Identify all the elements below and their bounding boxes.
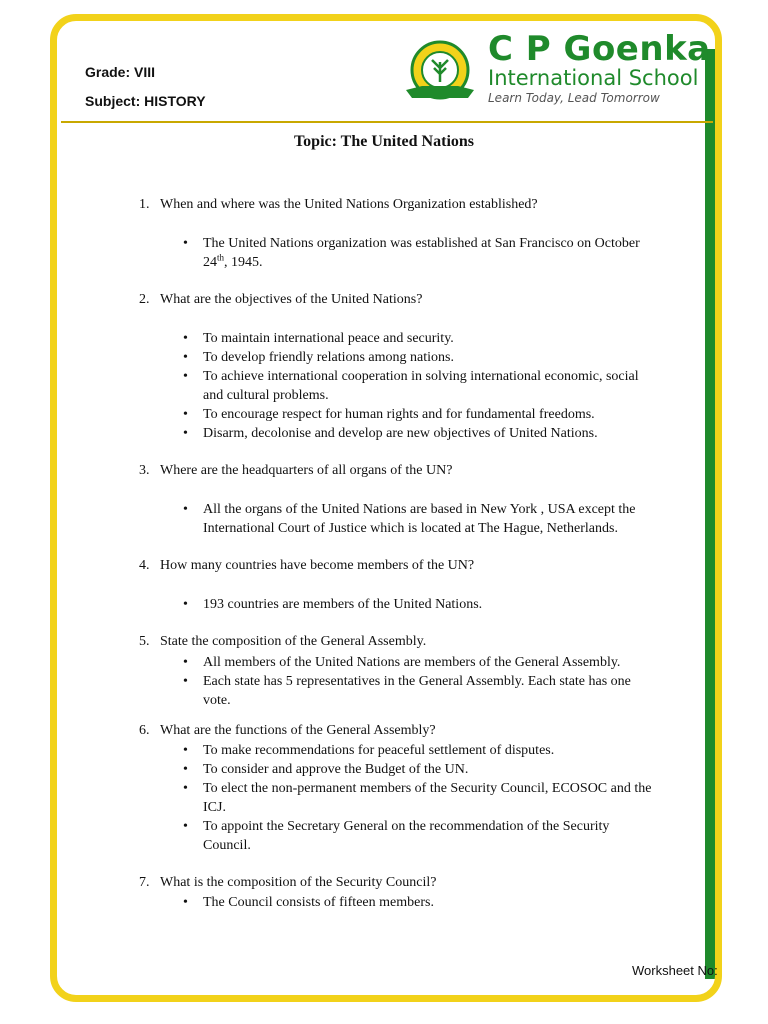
answer-list-1	[139, 234, 659, 272]
question-1: 1. When and where was the United Nations Organization established?	[139, 197, 538, 212]
green-stripe	[705, 49, 715, 979]
school-brand	[488, 30, 711, 106]
answer-item: • To develop friendly relations among nations.	[139, 348, 659, 367]
answer-item: • To achieve international cooperation in solving international economic, social and cultural problems.	[139, 367, 659, 405]
subject-label: Subject: HISTORY	[85, 93, 206, 109]
answer-item: • To appoint the Secretary General on the recommendation of the Security Council.	[139, 817, 659, 855]
answer-item: • All members of the United Nations are members of the General Assembly.	[139, 653, 659, 672]
answer-list-6	[139, 741, 659, 855]
answer-list-3	[139, 500, 659, 538]
topic-heading: Topic: The United Nations	[293, 133, 475, 150]
answer-list-4	[139, 595, 659, 614]
answer-item: • The United Nations organization was established at San Francisco on October 24th, 1945.	[139, 234, 659, 272]
answer-item: • To maintain international peace and security.	[139, 329, 659, 348]
answer-list-2	[139, 329, 659, 443]
answer-item: • 193 countries are members of the United Nations.	[139, 595, 659, 614]
answer-item: • All the organs of the United Nations are based in New York , USA except the International Court of Justice which is located at The Hague, Netherlands.	[139, 500, 659, 538]
school-tagline: Learn Today, Lead Tomorrow	[488, 91, 660, 105]
school-logo	[402, 38, 478, 108]
question-list	[139, 195, 659, 912]
answer-item: • To encourage respect for human rights and for fundamental freedoms.	[139, 405, 659, 424]
school-name: C P Goenka	[488, 29, 711, 69]
answer-item: • To consider and approve the Budget of the UN.	[139, 760, 659, 779]
question-5: 5. State the composition of the General Assembly.	[139, 634, 427, 649]
school-subtitle: International School	[488, 66, 699, 90]
answer-list-7	[139, 893, 659, 912]
header-divider	[61, 121, 713, 123]
worksheet-number: Worksheet No:	[632, 963, 718, 978]
answer-list-5	[139, 653, 659, 710]
answer-item: • To elect the non-permanent members of the Security Council, ECOSOC and the ICJ.	[139, 779, 659, 817]
answer-item: • The Council consists of fifteen members.	[139, 893, 659, 912]
answer-item: • Each state has 5 representatives in the General Assembly. Each state has one vote.	[139, 672, 659, 710]
grade-label: Grade: VIII	[85, 64, 156, 80]
question-2: 2. What are the objectives of the United Nations?	[139, 292, 423, 307]
question-7: 7. What is the composition of the Security Council?	[139, 875, 437, 890]
answer-item: • Disarm, decolonise and develop are new objectives of United Nations.	[139, 424, 659, 443]
answer-item: • To make recommendations for peaceful settlement of disputes.	[139, 741, 659, 760]
question-6: 6. What are the functions of the General Assembly?	[139, 723, 436, 738]
question-4: 4. How many countries have become members of the UN?	[139, 558, 475, 573]
question-3: 3. Where are the headquarters of all organs of the UN?	[139, 463, 453, 478]
